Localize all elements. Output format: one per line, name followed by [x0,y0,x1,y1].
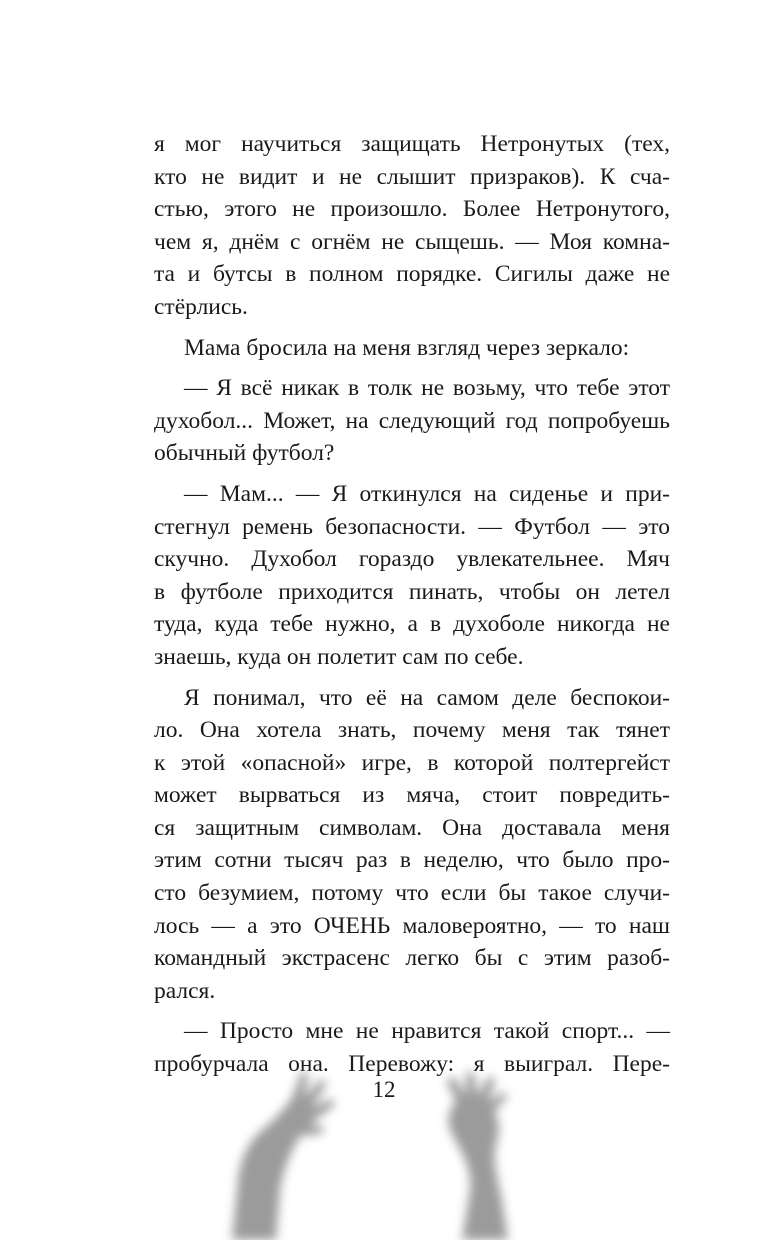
text-line: я мог научиться защищать Нетронутых (тех, [154,131,670,157]
text-line: — Мам... — Я откинулся на сиденье и при- [184,480,670,507]
text-line: стёрлись. [154,293,248,320]
text-line: рался. [154,977,216,1004]
page-body-text [154,128,670,1081]
shadow-hands-illustration [0,1040,768,1240]
page-number: 12 [372,1077,396,1102]
text-line: ся защитным символам. Она доставала меня [154,814,670,841]
text-line: Я понимал, что её на самом деле беспокои- [184,684,670,711]
text-line: сто безумием, потому что если бы такое случи- [154,880,670,907]
text-line: — Я всё никак в толк не возьму, что тебе этот [184,375,670,402]
text-line: туда, куда тебе нужно, а в духоболе никогда не [154,611,670,638]
text-line: та и бутсы в полном порядке. Сигилы даже не [154,261,670,288]
text-line: лось — а это ОЧЕНЬ маловероятно, — то наш [154,912,670,939]
text-line: — Просто мне не нравится такой спорт... — [184,1018,670,1045]
text-line: чем я, днём с огнём не сыщешь. — Моя комна- [154,228,670,255]
text-line: знаешь, куда он полетит сам по себе. [154,643,524,670]
text-line: духобол... Может, на следующий год попробуешь [154,407,670,434]
text-line: командный экстрасенс легко бы с этим разоб- [154,945,670,972]
text-line: стегнул ремень безопасности. — Футбол — это [154,513,670,540]
text-line: кто не видит и не слышит призраков). К сча- [154,163,670,190]
paragraph [154,478,670,674]
text-line: стью, этого не произошло. Более Нетронутого, [154,196,670,223]
paragraph [154,682,670,1008]
text-line: пробурчала она. Перевожу: я выиграл. Пере- [154,1051,670,1078]
text-line: может вырваться из мяча, стоит повредить- [154,782,670,809]
paragraph [154,372,670,470]
paragraph [154,128,670,324]
text-line: ло. Она хотела знать, почему меня так тянет [154,717,670,744]
text-line: Мама бросила на меня взгляд через зеркало: [184,334,630,361]
text-line: этим сотни тысяч раз в неделю, что было про- [154,847,670,874]
text-line: в футболе приходится пинать, чтобы он летел [154,578,670,605]
text-line: обычный футбол? [154,440,335,467]
text-line: скучно. Духобол гораздо увлекательнее. Мяч [154,546,670,573]
text-line: к этой «опасной» игре, в которой полтергейст [154,749,670,776]
paragraph [154,332,670,365]
